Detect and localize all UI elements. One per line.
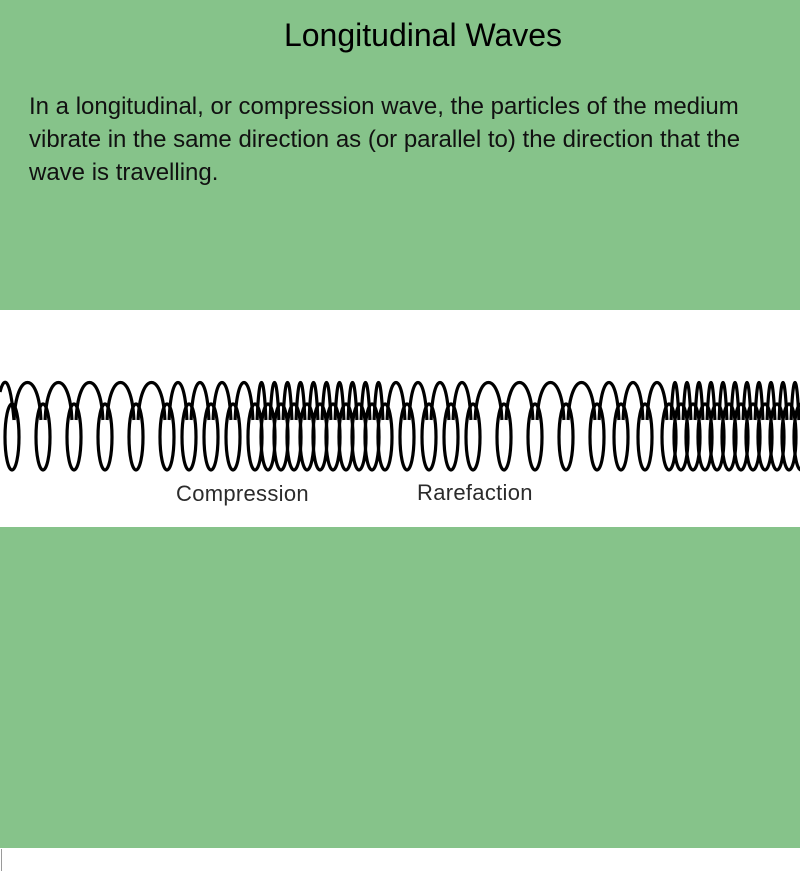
spring-coil-loop: [590, 404, 604, 470]
edge-divider: [1, 849, 2, 871]
spring-coil-diagram: [0, 310, 800, 527]
spring-coil-loop: [67, 404, 81, 470]
slide-body-text: In a longitudinal, or compression wave, the particles of the medium vibrate in the same direction as (or parallel to) the direction that the wave is travelling.: [29, 93, 741, 186]
spring-coil-loop: [182, 404, 196, 470]
spring-coil-loop: [160, 404, 174, 470]
spring-coil-loop: [98, 404, 112, 470]
slide-title: Longitudinal Waves: [283, 17, 563, 53]
spring-coil-loop: [129, 404, 143, 470]
spring-coil-loop: [559, 404, 573, 470]
spring-coil-loop: [444, 404, 458, 470]
spring-coil-loop: [204, 404, 218, 470]
longitudinal-wave-figure: [0, 310, 800, 527]
spring-coil-loop: [466, 404, 480, 470]
spring-coil-loop: [528, 404, 542, 470]
bottom-strip: [0, 848, 800, 871]
spring-coil-loop: [497, 404, 511, 470]
rarefaction-label: Rarefaction: [417, 480, 533, 505]
spring-coil-loop: [638, 404, 652, 470]
compression-label: Compression: [176, 481, 309, 506]
spring-coil-loop: [422, 404, 436, 470]
spring-coil-loop: [614, 404, 628, 470]
spring-coil-loop: [226, 404, 240, 470]
spring-coil-loop: [400, 404, 414, 470]
spring-coil-loop: [36, 404, 50, 470]
